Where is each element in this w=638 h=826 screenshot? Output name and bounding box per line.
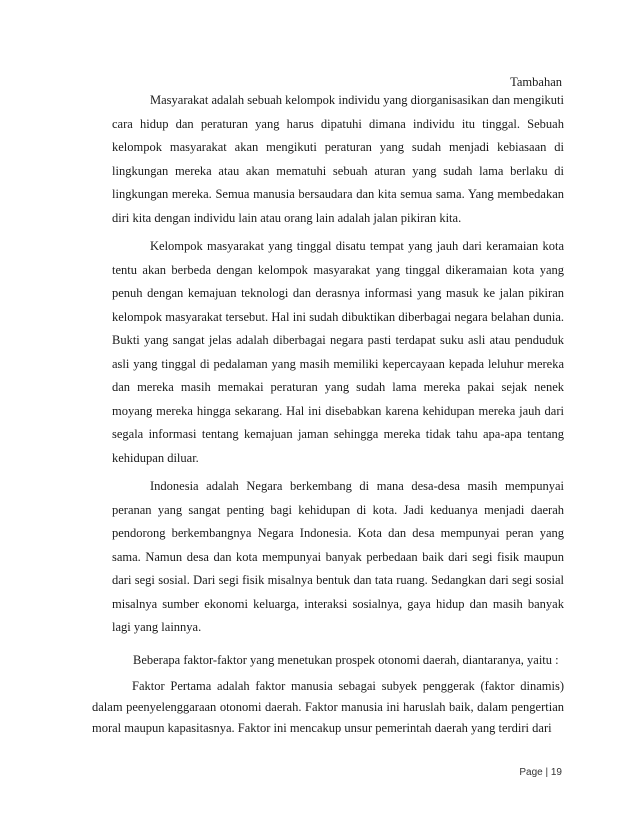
paragraph-kelompok: Kelompok masyarakat yang tinggal disatu tempat yang jauh dari keramaian kota tentu akan berbeda dengan kelompok masyarakat yang tinggal dikeramaian kota yang penuh dengan kemajuan teknologi dan derasnya informasi yang masuk ke jalan pikiran kelompok masyarakat tersebut. Hal ini sudah dibuktikan diberbagai negara belahan dunia. Bukti yang sangat jelas adalah diberbagai negara pasti terdapat suku asli atau penduduk asli yang tinggal di pedalaman yang masih memiliki kepercayaan kepada leluhur mereka dan mereka masih memakai peraturan yang sudah lama mereka pakai sejak nenek moyang mereka hingga sekarang. Hal ini disebabkan karena kehidupan mereka jauh dari segala informasi tentang kemajuan jaman sehingga mereka tidak tahu apa-apa tentang kehidupan diluar. xyxy=(112,239,564,465)
factor-text-block xyxy=(92,676,564,739)
lead-sentence: Beberapa faktor-faktor yang menetukan prospek otonomi daerah, diantaranya, yaitu : xyxy=(133,653,559,667)
page-number: Page | 19 xyxy=(519,767,562,778)
paragraph-indonesia: Indonesia adalah Negara berkembang di mana desa-desa masih mempunyai peranan yang sangat penting bagi kehidupan di kota. Jadi keduanya menjadi daerah pendorong berkembangnya Negara Indonesia. Kota dan desa mempunyai peran yang sama. Namun desa dan kota mempunyai banyak perbedaan baik dari segi fisik maupun dari segi sosial. Dari segi fisik misalnya bentuk dan tata ruang. Sedangkan dari segi sosial misalnya sumber ekonomi keluarga, interaksi sosialnya, gaya hidup dan masih banyak lagi yang lainnya. xyxy=(112,479,564,634)
main-text-block xyxy=(112,89,564,645)
page-header-label: Tambahan xyxy=(510,75,562,89)
paragraph-masyarakat: Masyarakat adalah sebuah kelompok individu yang diorganisasikan dan mengikuti cara hidup dan peraturan yang harus dipatuhi dimana individu itu tinggal. Sebuah kelompok masyarakat akan mengikuti peraturan yang sudah menjadi kebiasaan di lingkungan mereka atau akan mematuhi sebuah aturan yang sudah lama berlaku di lingkungan mereka. Semua manusia bersaudara dan kita semua sama. Yang membedakan diri kita dengan individu lain atau orang lain adalah jalan pikiran kita. xyxy=(112,93,564,225)
paragraph-faktor-pertama: Faktor Pertama adalah faktor manusia sebagai subyek penggerak (faktor dinamis) dalam peenyelenggaraan otonomi daerah. Faktor manusia ini haruslah baik, dalam pengertian moral maupun kapasitasnya. Faktor ini mencakup unsur pemerintah daerah yang terdiri dari xyxy=(92,679,564,735)
